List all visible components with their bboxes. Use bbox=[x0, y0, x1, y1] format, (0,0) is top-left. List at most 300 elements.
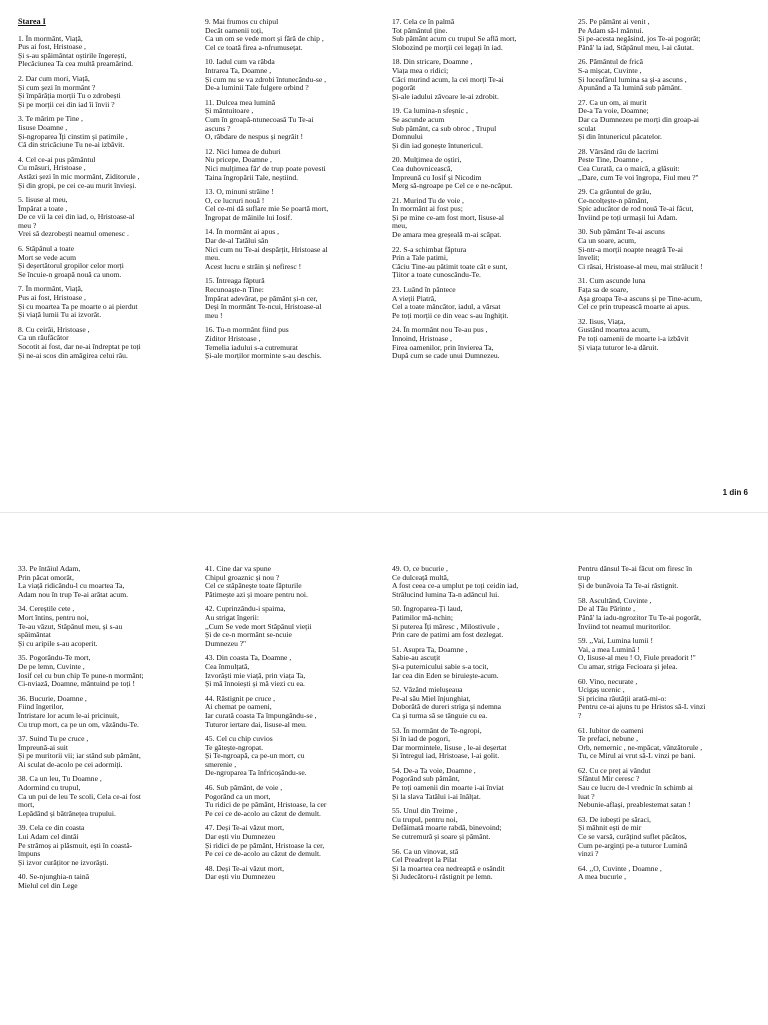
verse-line: 49. O, ce bucurie , bbox=[392, 565, 448, 573]
stanza bbox=[18, 873, 196, 890]
verse-line: Chipul groaznic și nou ? bbox=[205, 573, 280, 582]
verse-line: Și la slava Tatălui i-ai înălțat. bbox=[392, 792, 481, 801]
verse-line: Și cum șezi în mormânt ? bbox=[18, 83, 96, 92]
verse-line: 56. Ca un vinovat, stă bbox=[392, 847, 459, 856]
stanza bbox=[205, 188, 383, 222]
stanza bbox=[18, 35, 196, 69]
verse-line: Pogorând sub pământ, bbox=[392, 775, 460, 784]
verse-line: 21. Murind Tu de voie , bbox=[392, 196, 464, 205]
verse-line: Dumnezeu ?'' bbox=[205, 639, 246, 648]
verse-line: În mormânt ai fost pus; bbox=[392, 205, 463, 214]
verse-line: De ce vii la cei din iad, o, Hristoase-al bbox=[18, 213, 135, 222]
stanza bbox=[392, 767, 570, 801]
verse-line: Taina îngropării Tale, neștiind. bbox=[205, 173, 299, 182]
verse-line: Mort se vede acum bbox=[18, 253, 76, 262]
stanza bbox=[205, 58, 383, 92]
verse-line: Cu amar, striga Fecioara și jelea. bbox=[578, 662, 678, 671]
verse-line: Împreună-ai suit bbox=[18, 743, 68, 752]
verse-line: Tu ridici de pe pământ, Hristoase, la cer bbox=[205, 801, 327, 810]
stanza bbox=[578, 727, 756, 761]
verse-line: Și de bunăvoia Ta Te-ai răstignit. bbox=[578, 582, 679, 591]
verse-line: A mea bucurie , bbox=[578, 873, 627, 882]
verse-line: Sau ce lucru de-l vrednic în schimb ai bbox=[578, 784, 693, 793]
stanza bbox=[18, 75, 196, 109]
stanza bbox=[392, 605, 570, 639]
verse-line: Și-ale morților morminte s-au deschis. bbox=[205, 352, 322, 361]
verse-line: 2. Dar cum mori, Viață, bbox=[18, 74, 90, 83]
verse-line: Ucigaș ucenic , bbox=[578, 686, 625, 695]
verse-line: Cu trupul, pentru noi, bbox=[392, 815, 458, 824]
verse-line: Socotit ai fost, dar ne-ai îndreptat pe toți bbox=[18, 343, 141, 351]
verse-line: De pe lemn, Cuvinte , bbox=[18, 662, 85, 671]
verse-line: Cu măsuri, Hristoase , bbox=[18, 164, 86, 173]
stanza bbox=[205, 99, 383, 142]
verse-line: Iar cea din Eden se biruiește-acum. bbox=[392, 671, 499, 680]
verse-line: 42. Cuprinzându-i spaima, bbox=[205, 605, 286, 614]
stanza bbox=[205, 654, 383, 688]
stanza bbox=[18, 285, 196, 319]
verse-line: A vieții Piatră, bbox=[392, 294, 437, 303]
stanza bbox=[18, 326, 196, 360]
verse-line: Orb, nemernic , ne-mpăcat, vânzătorule , bbox=[578, 743, 703, 752]
stanza bbox=[578, 678, 756, 721]
verse-line: 7. În mormânt, Viață, bbox=[18, 285, 83, 294]
verse-line: Prin păcat omorât, bbox=[18, 573, 74, 582]
verse-line: Izvorăști mie viață, prin viața Ta, bbox=[205, 671, 306, 680]
verse-line: Vrei să dezrobești neamul omenesc . bbox=[18, 230, 129, 239]
verse-line: Firea oamenilor, prin învierea Ta, bbox=[392, 343, 494, 352]
verse-line: 54. De-a Ta voie, Doamne , bbox=[392, 766, 476, 775]
verse-line: 8. Cu ceirăi, Hristoase , bbox=[18, 325, 90, 334]
verse-line: Merg să-ngroape pe Cel ce e ne-ncăput. bbox=[392, 182, 513, 191]
verse-line: 37. Suind Tu pe cruce , bbox=[18, 735, 89, 744]
verse-line: Și luceafărul lumina sa și-a ascuns , bbox=[578, 75, 687, 84]
verse-line: O, Iisuse-al meu ! O, Fiule preadorit !'' bbox=[578, 654, 696, 663]
stanza bbox=[18, 695, 196, 729]
stanza bbox=[392, 807, 570, 841]
verse-line: 1. În mormânt, Viață, bbox=[18, 34, 83, 43]
verse-line: meu ? bbox=[18, 221, 37, 230]
verse-line: 39. Cela ce din coasta bbox=[18, 824, 85, 833]
stanza bbox=[392, 727, 570, 761]
verse-line: Dar ca Dumnezeu pe morți din groap-ai bbox=[578, 115, 700, 124]
verse-line: Cea înmulțată, bbox=[205, 662, 250, 671]
verse-line: Cel ce toată firea a-nfrumusețat. bbox=[205, 43, 303, 52]
stanza bbox=[205, 865, 383, 882]
verse-line: 15. Întreaga făptură bbox=[205, 277, 265, 286]
verse-line: Până' la iadu-ngrozitor Tu Te-ai pogorât, bbox=[578, 613, 702, 622]
verse-line: 50. Îngroparea-Ți laud, bbox=[392, 605, 463, 614]
verse-line: Și din întunericul păcatelor. bbox=[578, 133, 662, 142]
verse-line: Nebunie-aflași, preablestemat satan ! bbox=[578, 801, 691, 810]
verse-line: 45. Cel cu chip cuvios bbox=[205, 735, 273, 744]
verse-line: Ce-ncolțește-n pământ, bbox=[578, 196, 649, 205]
verse-line: 34. Cereștile cete , bbox=[18, 605, 75, 614]
verse-line: pogorât bbox=[392, 84, 416, 93]
verse-line: Ziditor Hristoase , bbox=[205, 335, 261, 343]
verse-line: Domnului bbox=[392, 133, 423, 142]
verse-line: Deși în mormânt Te-ncui, Hristoase-al bbox=[205, 303, 322, 312]
verse-line: Viața mea o ridici; bbox=[392, 66, 449, 75]
verse-line: 24. În mormânt nou Te-au pus , bbox=[392, 326, 488, 335]
verse-line: împuns bbox=[18, 850, 41, 859]
verse-line: Cea Curată, ca o maică, a glăsuit: bbox=[578, 164, 680, 173]
verse-line: Și mântuitoare , bbox=[205, 107, 254, 116]
verse-line: mort, bbox=[18, 801, 35, 810]
verse-line: Pus ai fost, Hristoase , bbox=[18, 294, 86, 303]
column-1 bbox=[18, 565, 196, 897]
verse-line: Pus ai fost, Hristoase , bbox=[18, 43, 86, 52]
verse-line: Acest lucru e străin și nefiresc ! bbox=[205, 262, 302, 271]
verse-line: Înviind pe toți urmașii lui Adam. bbox=[578, 213, 678, 222]
verse-line: meu. bbox=[205, 254, 220, 263]
verse-line: 18. Din stricare, Doamne , bbox=[392, 58, 473, 67]
verse-line: 14. În mormânt ai apus , bbox=[205, 228, 280, 237]
verse-line: Pe toți oamenii de moarte i-a izbăvit bbox=[578, 335, 689, 343]
verse-line: Ca un om se vede mort și fără de chip , bbox=[205, 35, 324, 44]
verse-line: 46. Sub pământ, de voie , bbox=[205, 784, 283, 793]
verse-line: Cum în groapă-ntunecoasă Tu Te-ai bbox=[205, 115, 314, 124]
verse-line: 40. Se-njunghia-n taină bbox=[18, 873, 90, 882]
verse-line: 5. Iisuse al meu, bbox=[18, 196, 68, 205]
stanza bbox=[578, 318, 756, 352]
verse-line: 43. Din coasta Ta, Doamne , bbox=[205, 654, 292, 663]
verse-line: Mort întins, pentru noi, bbox=[18, 613, 89, 622]
verse-line: Te gătește-ngropat. bbox=[205, 743, 264, 752]
verse-line: Și mă înnoiești și mă viezi cu ea. bbox=[205, 680, 305, 689]
verse-line: Patimilor mă-nchin; bbox=[392, 613, 453, 622]
stanza bbox=[392, 197, 570, 240]
verse-line: 26. Pământul de frică bbox=[578, 58, 643, 67]
verse-line: Și-a puternicului sabie s-a tocit, bbox=[392, 662, 489, 671]
verse-line: Strălucind lumina Ta-n adâncul lui. bbox=[392, 590, 500, 599]
verse-line: ,,Cum Se vede mort Stăpânul vieții bbox=[205, 622, 312, 631]
verse-line: 28. Vărsând râu de lacrimi bbox=[578, 147, 659, 156]
verse-line: După cum se cade unui Dumnezeu. bbox=[392, 352, 500, 361]
verse-line: Iisuse Doamne , bbox=[18, 123, 68, 132]
stanza bbox=[18, 654, 196, 688]
stanza bbox=[392, 326, 570, 360]
stanza bbox=[578, 148, 756, 182]
verse-line: Peste Tine, Doamne , bbox=[578, 156, 643, 165]
verse-line: Cu trup mort, ca pe un om, văzându-Te. bbox=[18, 720, 139, 729]
verse-line: 38. Ca un leu, Tu Doamne , bbox=[18, 775, 102, 784]
verse-line: 60. Vino, necurate , bbox=[578, 677, 638, 686]
verse-line: Cel ce-mi dă suflare mie Se poartă mort, bbox=[205, 205, 329, 214]
verse-line: Intrarea Ta, Doamne , bbox=[205, 66, 272, 75]
verse-line: De-a Ta voie, Doamne; bbox=[578, 107, 649, 116]
column-3 bbox=[392, 18, 570, 367]
stanza bbox=[18, 245, 196, 279]
stanza bbox=[205, 695, 383, 729]
page-number: 1 din 6 bbox=[722, 488, 748, 497]
verse-line: Împărat adevărat, pe pământ și-n cer, bbox=[205, 294, 318, 303]
stanza bbox=[392, 565, 570, 599]
verse-line: Dar ești viu Dumnezeu bbox=[205, 873, 276, 882]
verse-line: Și viață lumii Tu ai izvorât. bbox=[18, 311, 102, 320]
verse-line: Cum pe-arginți pe-a tuturor Lumină bbox=[578, 841, 688, 850]
stanza bbox=[578, 58, 756, 92]
verse-line: Iar curată coasta Ta împungându-se , bbox=[205, 711, 317, 720]
verse-line: 30. Sub pământ Te-ai ascuns bbox=[578, 228, 665, 237]
verse-line: Și Te-ngroapă, ca pe-un mort, cu bbox=[205, 752, 305, 761]
verse-line: Ca un răufăcător bbox=[18, 334, 69, 343]
verse-line: Pe strămoș ai plăsmuit, ești în coastă- bbox=[18, 841, 133, 850]
verse-line: Plecăciunea Ta cea multă preamărind. bbox=[18, 60, 134, 69]
verse-line: Spic aducător de rod nouă Te-ai făcut, bbox=[578, 205, 694, 214]
verse-line: Și pe morții cei din iad îi învii ? bbox=[18, 100, 115, 109]
verse-line: Recunoaște-n Tine: bbox=[205, 286, 264, 295]
verse-line: Adormind cu trupul, bbox=[18, 784, 81, 793]
verse-line: 29. Ca grăuntul de grâu, bbox=[578, 188, 652, 197]
verse-line: Dar de-al Tatălui sân bbox=[205, 237, 269, 246]
verse-line: 11. Dulcea mea lumină bbox=[205, 98, 276, 107]
stanza bbox=[578, 597, 756, 631]
verse-line: 22. S-a schimbat făptura bbox=[392, 245, 467, 254]
verse-line: Cel Preadrept la Pilat bbox=[392, 856, 457, 865]
verse-line: Au strigat îngerii: bbox=[205, 613, 259, 622]
verse-line: Pogorând ca un mort, bbox=[205, 792, 271, 801]
stanza bbox=[205, 784, 383, 818]
stanza bbox=[578, 565, 756, 591]
verse-line: Tot pământul ține. bbox=[392, 26, 448, 35]
stanza bbox=[392, 848, 570, 882]
stanza bbox=[392, 156, 570, 190]
stanza bbox=[578, 816, 756, 859]
verse-line: Și la moartea cea nedreaptă e osândit bbox=[392, 864, 505, 873]
stanza bbox=[18, 735, 196, 769]
stanza bbox=[578, 637, 756, 671]
verse-line: 10. Iadul cum va răbda bbox=[205, 58, 275, 67]
verse-line: De amara mea greșeală m-ai scăpat. bbox=[392, 231, 502, 240]
column-2 bbox=[205, 18, 383, 367]
stanza bbox=[18, 156, 196, 190]
verse-line: Împreună cu Iosif și Nicodim bbox=[392, 173, 482, 182]
verse-line: 59. ,,Vai, Lumina lumii ! bbox=[578, 637, 654, 646]
verse-line: Că din stricăciune Tu ne-ai izbăvit. bbox=[18, 141, 125, 150]
verse-line: Ai chemat pe oameni, bbox=[205, 703, 272, 712]
stanza bbox=[18, 196, 196, 239]
verse-line: Doborâtă de dureri striga și ndemna bbox=[392, 703, 502, 712]
verse-line: 62. Cu ce preț ai vândut bbox=[578, 766, 651, 775]
verse-line: Și-ntr-a morții noapte neagră Te-ai bbox=[578, 245, 684, 254]
verse-line: Sub pământ, ca sub obroc , Trupul bbox=[392, 124, 497, 133]
stanza bbox=[578, 865, 756, 882]
verse-line: Decât oamenii toți, bbox=[205, 26, 263, 35]
document-page-1 bbox=[0, 0, 768, 512]
verse-line: Împărat a toate , bbox=[18, 204, 68, 213]
verse-line: Dar ești viu Dumnezeu bbox=[205, 833, 276, 842]
verse-line: 32. Iisus, Viața, bbox=[578, 317, 626, 326]
verse-line: Fiind îngerilor, bbox=[18, 703, 64, 712]
verse-line: Și împărăția morții Tu o zdrobești bbox=[18, 92, 121, 101]
verse-line: Și deșertătorul gropilor celor morți bbox=[18, 262, 124, 271]
verse-line: Și izvor curățitor ne izvorăști. bbox=[18, 858, 109, 867]
verse-line: 16. Tu-n mormânt fiind pus bbox=[205, 326, 289, 335]
verse-line: meu, bbox=[392, 222, 407, 231]
verse-line: 47. Deși Te-ai văzut mort, bbox=[205, 824, 285, 833]
verse-line: Și puterea Îți măresc , Milostivule , bbox=[392, 622, 500, 631]
verse-line: O, răbdare de nespus și negrăit ! bbox=[205, 133, 304, 142]
verse-line: Și din iad gonește întunericul. bbox=[392, 141, 483, 150]
verse-line: 58. Ascultând, Cuvinte , bbox=[578, 596, 652, 605]
verse-line: 20. Mulțimea de oștiri, bbox=[392, 156, 462, 165]
verse-line: Și ridici de pe pământ, Hristoase la cer, bbox=[205, 841, 325, 850]
verse-line: Lui Adam cel dintâi bbox=[18, 833, 79, 842]
verse-line: Astăzi șezi în mic mormânt, Ziditorule , bbox=[18, 172, 140, 181]
verse-line: 36. Bucurie, Doamne , bbox=[18, 694, 87, 703]
stanza bbox=[205, 18, 383, 52]
verse-line: Pentru dânsul Te-ai făcut om firesc în bbox=[578, 565, 693, 573]
stanza bbox=[392, 246, 570, 280]
verse-line: Lepădând și bătrânețea trupului. bbox=[18, 809, 116, 818]
column-2 bbox=[205, 565, 383, 888]
verse-line: Gustând moartea acum, bbox=[578, 326, 650, 335]
verse-line: 53. În mormânt de Te-ngropi, bbox=[392, 726, 482, 735]
verse-line: Înviind tot neamul muritorilor. bbox=[578, 622, 671, 631]
stanza bbox=[205, 735, 383, 778]
verse-line: ? bbox=[578, 711, 582, 720]
verse-line: sculat bbox=[578, 124, 596, 133]
verse-line: Slobozind pe morții cei legați în iad. bbox=[392, 43, 503, 52]
verse-line: Și cu moartea Ta pe moarte o ai pierdut bbox=[18, 302, 138, 311]
stanza bbox=[18, 565, 196, 599]
verse-line: 41. Cine dar va spune bbox=[205, 565, 272, 573]
verse-line: ,,Dare, cum Te voi îngropa, Fiul meu ?'' bbox=[578, 173, 699, 182]
verse-line: A fost ceea ce-a umplut pe toți ceidin iad, bbox=[392, 582, 519, 591]
verse-line: 64. ,,O, Cuvinte , Doamne , bbox=[578, 864, 662, 873]
verse-line: Tuturor iertare dai, Iisuse-al meu. bbox=[205, 720, 307, 729]
verse-line: trup bbox=[578, 573, 591, 582]
verse-line: Fața sa de soare, bbox=[578, 286, 629, 295]
stanza bbox=[578, 228, 756, 271]
verse-line: Înnoind, Hristoase , bbox=[392, 335, 452, 343]
verse-line: 52. Văzând mielușeaua bbox=[392, 686, 463, 695]
stanza bbox=[205, 605, 383, 648]
stanza bbox=[578, 18, 756, 52]
verse-line: 44. Răstignit pe cruce , bbox=[205, 694, 276, 703]
verse-line: Cea duhovnicească, bbox=[392, 164, 453, 173]
stanza bbox=[392, 286, 570, 320]
stanza bbox=[18, 775, 196, 818]
verse-line: Prin care de patimi am fost dezlegat. bbox=[392, 631, 504, 640]
verse-line: Se ascunde acum bbox=[392, 115, 445, 124]
verse-line: Și de ce-n mormânt se-ncuie bbox=[205, 631, 292, 640]
stanza bbox=[392, 686, 570, 720]
verse-line: Ai sculat de-acolo pe cei adormiți. bbox=[18, 760, 123, 769]
column-4 bbox=[578, 565, 756, 888]
verse-line: S-a mișcat, Cuvinte , bbox=[578, 66, 642, 75]
verse-line: Ce se varsă, curățind suflet păcătos, bbox=[578, 833, 687, 842]
verse-line: Ci răsai, Hristoase-al meu, mai strălucit ! bbox=[578, 262, 703, 271]
verse-line: Pe toți morții ce din veac s-au înghițit. bbox=[392, 311, 509, 320]
verse-line: Apunând a Ta lumină sub pământ. bbox=[578, 84, 682, 93]
verse-line: Vai, a mea Lumină ! bbox=[578, 645, 640, 654]
stanza bbox=[578, 99, 756, 142]
verse-line: Sfântul Mir ceresc ? bbox=[578, 775, 640, 784]
verse-line: Și s-au spăimântat oștirile îngerești, bbox=[18, 51, 127, 60]
verse-line: Cel ce stăpânește toate făpturile bbox=[205, 582, 302, 591]
verse-line: Cel a toate mâncător, iadul, a vărsat bbox=[392, 303, 501, 312]
verse-line: 33. Pe întâiul Adam, bbox=[18, 565, 81, 573]
verse-line: 17. Cela ce în palmă bbox=[392, 18, 455, 26]
verse-line: spăimântat bbox=[18, 631, 51, 640]
verse-line: Căciu Tine-au pătimit toate cât e sunt, bbox=[392, 262, 508, 271]
verse-line: învelit; bbox=[578, 254, 600, 263]
stanza bbox=[205, 148, 383, 182]
verse-line: 35. Pogorându-Te mort, bbox=[18, 654, 91, 663]
stanza bbox=[205, 277, 383, 320]
verse-line: vinzi ? bbox=[578, 850, 599, 859]
verse-line: Până' la iad, Stăpânul meu, l-ai căutat. bbox=[578, 43, 694, 52]
stanza bbox=[578, 767, 756, 810]
verse-line: De-a luminii Tale fulgere orbind ? bbox=[205, 84, 309, 93]
verse-line: Se încuie-n groapă nouă ca unom. bbox=[18, 270, 122, 279]
verse-line: Așa groapa Te-a ascuns și pe Tine-acum, bbox=[578, 294, 702, 303]
stanza bbox=[392, 18, 570, 52]
verse-line: Întristare lor acum le-ai pricinuit, bbox=[18, 711, 119, 720]
verse-line: smerenie , bbox=[205, 760, 237, 769]
verse-line: O, ce lucruri nouă ! bbox=[205, 196, 265, 205]
verse-line: Îngropat de mâinile lui Iosif. bbox=[205, 213, 293, 222]
verse-line: Și Judecătoru-i răstignit pe lemn. bbox=[392, 873, 493, 882]
verse-line: Și pricina răutății arată-mi-o: bbox=[578, 694, 667, 703]
verse-line: Și pe muritorii vii; iar stând sub pământ, bbox=[18, 752, 141, 761]
verse-line: Prin a Tale patimi, bbox=[392, 254, 448, 263]
verse-line: Nu pricepe, Doamne , bbox=[205, 156, 272, 165]
verse-line: Nici cum nu Te-ai despărțit, Hristoase al bbox=[205, 245, 328, 254]
verse-line: Pe-al său Miel înjunghiat, bbox=[392, 694, 471, 703]
verse-line: Și pe-acesta negăsind, jos Te-ai pogorât; bbox=[578, 35, 701, 44]
document-page-2 bbox=[0, 512, 768, 1025]
verse-line: Temelia iadului s-a cutremurat bbox=[205, 343, 298, 352]
stanza bbox=[205, 824, 383, 858]
verse-line: Sub pământ acum cu trupul Se află mort, bbox=[392, 35, 517, 44]
verse-line: 13. O, minuni străine ! bbox=[205, 188, 274, 197]
verse-line: Nici mulțimea făr' de trup poate povesti bbox=[205, 164, 326, 173]
stanza bbox=[18, 115, 196, 149]
verse-line: Și întregul iad, Hristoase, l-ai golit. bbox=[392, 752, 500, 761]
verse-line: 23. Luând în pântece bbox=[392, 286, 456, 295]
verse-line: Și-ngroparea Îți cinstim și patimile , bbox=[18, 132, 128, 141]
verse-line: Pe cei ce de-acolo au căzut de demult. bbox=[205, 809, 321, 818]
verse-line: 51. Asupra Ta, Doamne , bbox=[392, 645, 468, 654]
verse-line: Ce dulceață multă, bbox=[392, 573, 449, 582]
verse-line: 19. Ca lumina-n sfeșnic , bbox=[392, 107, 468, 116]
stanza bbox=[578, 277, 756, 311]
verse-line: luat ? bbox=[578, 792, 595, 801]
verse-line: De al Tău Părinte , bbox=[578, 605, 636, 614]
verse-line: 31. Cum ascunde luna bbox=[578, 277, 646, 286]
verse-line: Iosif cel cu bun chip Te pune-n mormânt; bbox=[18, 671, 144, 680]
verse-line: Ci-nviază, Doamne, mântuind pe toți ! bbox=[18, 680, 136, 689]
verse-line: Și mâhnit ești de mir bbox=[578, 824, 642, 833]
stanza bbox=[392, 646, 570, 680]
verse-line: Și cum nu se va zdrobi întunecându-se , bbox=[205, 75, 327, 84]
verse-line: Mielul cel din Lege bbox=[18, 882, 78, 890]
verse-line: La viață ridicându-l cu moartea Ta, bbox=[18, 582, 125, 591]
verse-line: Sabie-au ascuțit bbox=[392, 654, 441, 663]
verse-line: 4. Cel ce-ai pus pământul bbox=[18, 155, 96, 164]
verse-line: 61. Iubitor de oameni bbox=[578, 726, 644, 735]
verse-line: Țiitor a toate cunoscându-Te. bbox=[392, 271, 481, 280]
verse-line: De-ngroparea Ta înfricoșându-se. bbox=[205, 769, 307, 778]
verse-line: Pe toți oamenii din moarte i-ai înviat bbox=[392, 784, 504, 793]
stanza bbox=[18, 824, 196, 867]
stanza bbox=[18, 605, 196, 648]
stanza bbox=[205, 228, 383, 271]
verse-line: Pentru ce-ai ajuns tu pe Hristos să-L vinzi bbox=[578, 703, 706, 712]
